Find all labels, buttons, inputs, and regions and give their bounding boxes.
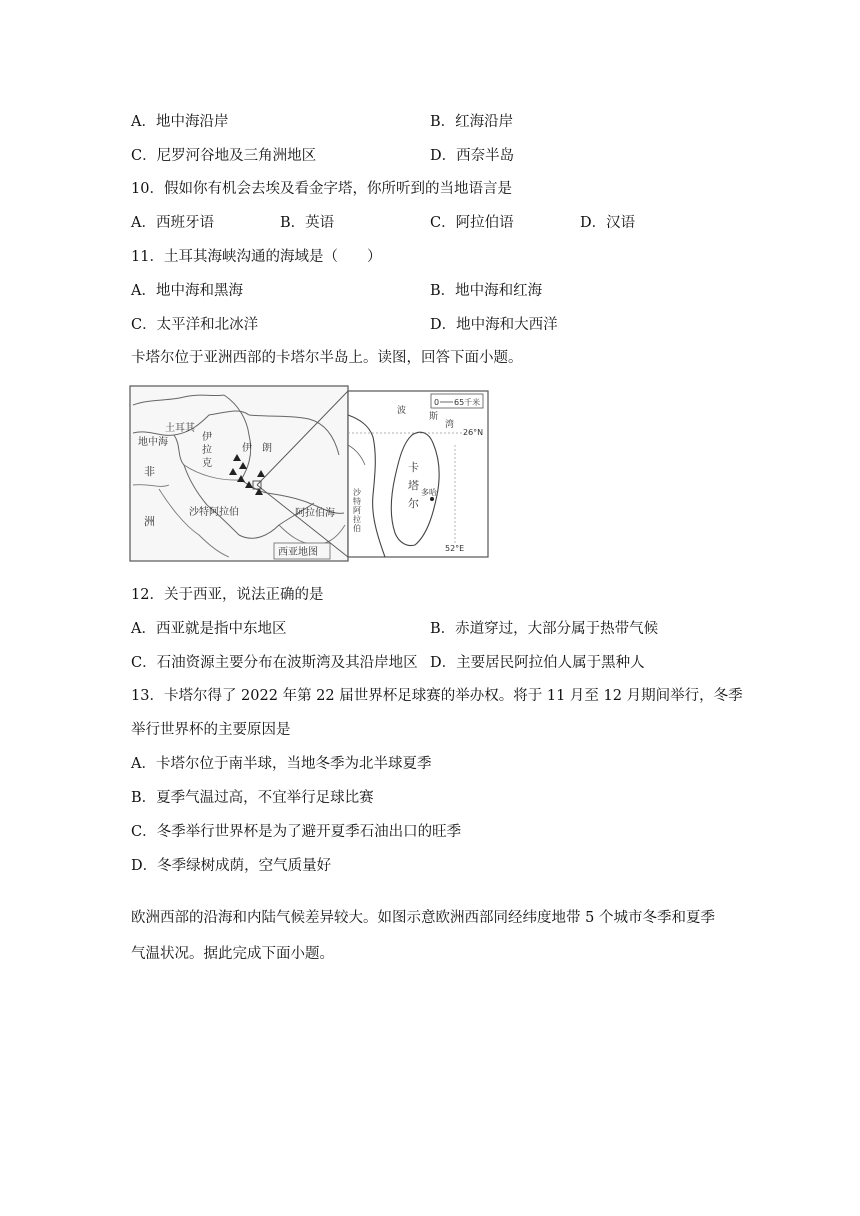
map-label-saudi: 沙特阿拉伯	[189, 507, 239, 518]
q9-option-d: D．西奈半岛	[430, 148, 515, 164]
q13-option-b: B．夏季气温过高，不宜举行足球比赛	[131, 790, 374, 806]
q13-option-c: C．冬季举行世界杯是为了避开夏季石油出口的旺季	[131, 824, 462, 840]
q13-stem-line1: 13．卡塔尔得了 2022 年第 22 届世界杯足球赛的举办权。将于 11 月至 12 月期间举行，冬季	[131, 688, 743, 704]
map-label-iraq-1: 伊	[202, 432, 212, 443]
map-label-saudi-3: 阿	[353, 506, 361, 515]
q12-option-b: B．赤道穿过，大部分属于热带气候	[430, 621, 659, 637]
map-label-iran: 伊 朗	[242, 443, 272, 454]
q12-option-a: A．西亚就是指中东地区	[131, 621, 287, 637]
west-asia-map-panel	[130, 386, 348, 561]
scale-text: 65千米	[454, 398, 481, 407]
map-label-africa-1: 非	[144, 465, 155, 478]
q11-option-a: A．地中海和黑海	[131, 283, 243, 299]
q11-option-d: D．地中海和大西洋	[430, 317, 558, 333]
map-label-saudi-5: 伯	[353, 524, 361, 533]
doha-marker	[430, 497, 434, 501]
map-label-qatar-1: 卡	[408, 461, 419, 474]
q12-option-c: C．石油资源主要分布在波斯湾及其沿岸地区	[131, 655, 418, 671]
map-label-qatar-3: 尔	[408, 497, 419, 510]
map-label-africa-2: 洲	[144, 515, 155, 528]
q10-stem: 10．假如你有机会去埃及看金字塔，你所听到的当地语言是	[131, 181, 512, 197]
map-label-saudi-4: 拉	[353, 515, 361, 524]
map-label-doha: 多哈	[421, 488, 437, 497]
europe-intro-line2: 气温状况。据此完成下面小题。	[131, 946, 334, 962]
europe-intro-line1: 欧洲西部的沿海和内陆气候差异较大。如图示意欧洲西部同经纬度地带 5 个城市冬季和夏季	[131, 910, 715, 926]
q9-option-c: C．尼罗河谷地及三角洲地区	[131, 148, 317, 164]
qatar-intro: 卡塔尔位于亚洲西部的卡塔尔半岛上。读图，回答下面小题。	[131, 350, 523, 366]
map-label-saudi-1: 沙	[353, 488, 361, 497]
qatar-map-panel	[348, 391, 488, 557]
map-label-qatar-2: 塔	[408, 479, 419, 492]
q10-option-d: D．汉语	[580, 215, 636, 231]
q13-option-d: D．冬季绿树成荫，空气质量好	[131, 858, 332, 874]
scale-zero: 0	[434, 398, 440, 407]
map-label-iraq-3: 克	[202, 458, 212, 469]
q12-stem: 12．关于西亚，说法正确的是	[131, 587, 324, 603]
q10-option-b: B．英语	[280, 215, 335, 231]
q11-option-b: B．地中海和红海	[430, 283, 543, 299]
q9-option-b: B．红海沿岸	[430, 114, 514, 130]
map-label-longitude: 52°E	[445, 544, 465, 553]
map-label-arabian-sea: 阿拉伯海	[295, 508, 335, 519]
west-asia-qatar-map	[129, 385, 489, 563]
q11-stem: 11．土耳其海峡沟通的海域是（ ）	[131, 249, 382, 265]
map-label-bay-2: 斯	[429, 412, 439, 422]
q11-option-c: C．太平洋和北冰洋	[131, 317, 259, 333]
map-label-saudi-2: 特	[353, 497, 361, 506]
q10-option-a: A．西班牙语	[131, 215, 214, 231]
map-label-iraq-2: 拉	[202, 445, 212, 456]
q13-option-a: A．卡塔尔位于南半球，当地冬季为北半球夏季	[131, 756, 432, 772]
map-caption: 西亚地图	[278, 547, 318, 558]
q10-option-c: C．阿拉伯语	[430, 215, 514, 231]
q9-option-a: A．地中海沿岸	[131, 114, 229, 130]
q12-option-d: D．主要居民阿拉伯人属于黑种人	[430, 655, 645, 671]
map-label-bay-1: 波	[397, 406, 407, 416]
map-label-mediterranean: 地中海	[138, 437, 168, 448]
map-label-bay-3: 湾	[445, 420, 455, 430]
map-label-latitude: 26°N	[463, 428, 484, 437]
map-label-turkey: 土耳其	[165, 423, 195, 434]
q13-stem-line2: 举行世界杯的主要原因是	[131, 722, 291, 738]
